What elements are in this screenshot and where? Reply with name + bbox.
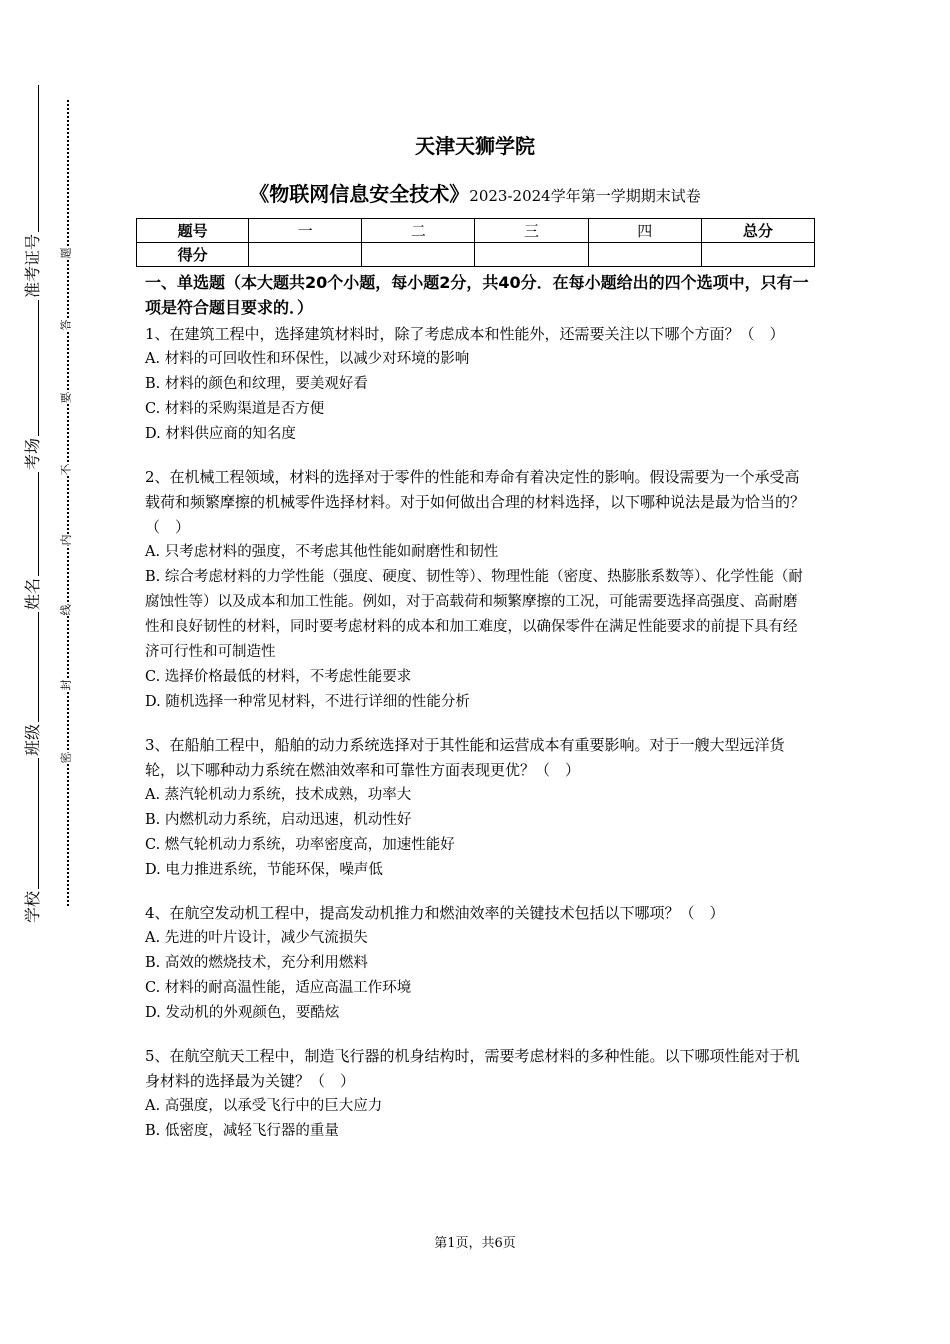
page-number: 第1页，共6页: [434, 1236, 516, 1251]
option-b: B. 内燃机动力系统，启动迅速，机动性好: [145, 812, 412, 828]
exam-content: [145, 270, 810, 1144]
name-label: 姓名: [23, 577, 42, 610]
option-c: C. 材料的采购渠道是否方便: [145, 401, 325, 417]
seal-char: 要: [56, 393, 76, 404]
seal-char: 内: [56, 535, 76, 546]
school-title: 天津天狮学院: [415, 134, 535, 158]
option-c: C. 材料的耐高温性能，适应高温工作环境: [145, 980, 412, 996]
seal-char: 题: [56, 248, 76, 259]
exam-room-label: 考场: [23, 437, 42, 470]
option-b: B. 材料的颜色和纹理，要美观好看: [145, 376, 368, 392]
score-table: [136, 218, 815, 267]
seal-char: 线: [56, 605, 76, 616]
question-stem: 5、在航空航天工程中，制造飞行器的机身结构时，需要考虑材料的多种性能。以下哪项性能对于机身材料的选择最为关键？（ ）: [145, 1047, 800, 1090]
class-label: 班级: [23, 723, 42, 756]
seal-char: 封: [56, 680, 76, 691]
option-d: D. 材料供应商的知名度: [145, 426, 296, 442]
option-c: C. 选择价格最低的材料，不考虑性能要求: [145, 669, 412, 685]
question-3: [145, 733, 810, 883]
score-table-header: 四: [588, 219, 701, 243]
score-table-header: 总分: [701, 219, 814, 243]
option-a: A. 先进的叶片设计，减少气流损失: [145, 930, 368, 946]
binding-dotted-line: [67, 100, 69, 906]
option-a: A. 材料的可回收性和环保性，以减少对环境的影响: [145, 351, 470, 367]
option-c: C. 燃气轮机动力系统，功率密度高，加速性能好: [145, 837, 455, 853]
seal-char: 答: [56, 320, 76, 331]
question-5: [145, 1044, 810, 1144]
score-cell[interactable]: [249, 243, 362, 267]
score-table-header: 一: [249, 219, 362, 243]
option-b: B. 综合考虑材料的力学性能（强度、硬度、韧性等）、物理性能（密度、热膨胀系数等）、化学性能（耐腐蚀性等）以及成本和加工性能。例如，对于高载荷和频繁摩擦的工况，可能需要选择高强度、高耐磨性和良好韧性的材料，同时要考虑材料的成本和加工难度，以确保零件在满足性能要求的前提下具有经济可行性和可制造性: [145, 569, 803, 660]
question-stem: 2、在机械工程领域，材料的选择对于零件的性能和寿命有着决定性的影响。假设需要为一个承受高载荷和频繁摩擦的机械零件选择材料。对于如何做出合理的材料选择，以下哪种说法是最为恰当的？（ ）: [145, 468, 806, 536]
binding-solid-line: [38, 85, 39, 925]
question-stem: 4、在航空发动机工程中，提高发动机推力和燃油效率的关键技术包括以下哪项？（ ）: [145, 904, 725, 922]
score-table-header: 二: [362, 219, 475, 243]
question-stem: 1、在建筑工程中，选择建筑材料时，除了考虑成本和性能外，还需要关注以下哪个方面？（ ）: [145, 325, 785, 343]
score-table-header-row: [137, 219, 815, 243]
score-row-label: 得分: [137, 243, 249, 267]
question-4: [145, 901, 810, 1026]
score-table-score-row: [137, 243, 815, 267]
question-1: [145, 322, 810, 447]
question-2: [145, 465, 810, 715]
option-a: A. 高强度，以承受飞行中的巨大应力: [145, 1098, 383, 1114]
seal-char: 密: [56, 753, 76, 764]
score-cell[interactable]: [588, 243, 701, 267]
school-label: 学校: [23, 890, 42, 923]
score-table-header: 题号: [137, 219, 249, 243]
score-cell[interactable]: [362, 243, 475, 267]
course-title: 《物联网信息安全技术》: [249, 182, 470, 206]
option-b: B. 高效的燃烧技术，充分利用燃料: [145, 955, 368, 971]
option-d: D. 电力推进系统，节能环保，噪声低: [145, 862, 383, 878]
option-d: D. 发动机的外观颜色，要酷炫: [145, 1005, 340, 1021]
question-stem: 3、在船舶工程中，船舶的动力系统选择对于其性能和运营成本有重要影响。对于一艘大型远洋货轮，以下哪种动力系统在燃油效率和可靠性方面表现更优？（ ）: [145, 736, 785, 779]
exam-title: [0, 178, 950, 207]
score-cell[interactable]: [701, 243, 814, 267]
section-title: 一、单选题（本大题共20个小题，每小题2分，共40分．在每小题给出的四个选项中，只有一项是符合题目要求的．）: [145, 273, 809, 317]
exam-number-label: 准考证号: [23, 233, 42, 298]
score-cell[interactable]: [475, 243, 588, 267]
option-a: A. 蒸汽轮机动力系统，技术成熟，功率大: [145, 787, 412, 803]
option-d: D. 随机选择一种常见材料，不进行详细的性能分析: [145, 694, 470, 710]
seal-char: 不: [56, 465, 76, 476]
term-title: 2023-2024学年第一学期期末试卷: [469, 187, 701, 205]
score-table-header: 三: [475, 219, 588, 243]
option-a: A. 只考虑材料的强度，不考虑其他性能如耐磨性和韧性: [145, 544, 499, 560]
option-b: B. 低密度，减轻飞行器的重量: [145, 1123, 339, 1139]
